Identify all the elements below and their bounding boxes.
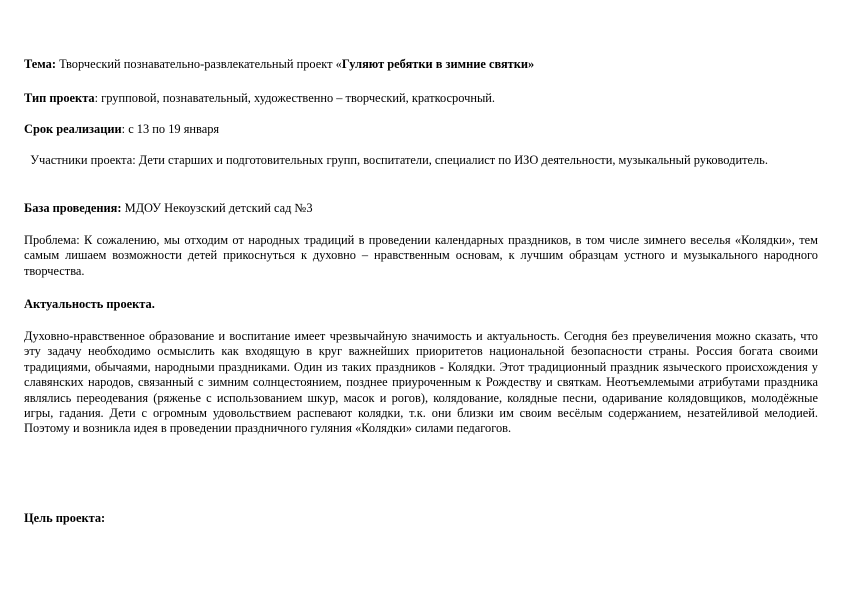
theme-label: Тема: (24, 57, 56, 71)
base-line (24, 201, 818, 216)
period-label: Срок реализации (24, 122, 122, 136)
project-title: Гуляют ребятки в зимние святки» (341, 57, 535, 71)
relevance-paragraph: Духовно-нравственное образование и воспитание имеет чрезвычайную значимость и актуальность. Сегодня без преувеличения можно сказать, что эту задачу необходимо осмыслить как входящую в круг важнейших приоритетов национальной безопасности страны. Россия богата своими традициями, обычаями, народными праздниками. Один из таких праздников - Колядки. Этот традиционный праздник языческого происхождения у славянских народов, связанный с зимним солнцестоянием, позднее приуроченным к Рождеству и святкам. Неотъемлемыми атрибутами праздника являлись переодевания (ряженье с использованием шкур, масок и рогов), колядование, колядные песни, одаривание колядовщиков, молодёжные игры, гадания. Дети с огромным удовольствием распевают колядки, т.к. они близки им своим весёлым содержанием, незатейливой мелодией. Поэтому и возникла идея в проведении праздничного гуляния «Колядки» силами педагогов. (24, 329, 818, 436)
problem-paragraph: Проблема: К сожалению, мы отходим от народных традиций в проведении календарных праздников, в том числе зимнего веселья «Колядки», тем самым лишаем возможности детей прикоснуться к духовно – нравственным основам, к лучшим образцам устного и музыкального народного творчества. (24, 233, 818, 278)
relevance-heading: Актуальность проекта. (24, 297, 155, 311)
theme-text: Творческий познавательно-развлекательный проект « (55, 57, 342, 71)
project-type-label: Тип проекта (24, 91, 95, 105)
period-line (24, 122, 818, 137)
base-label: База проведения: (24, 201, 122, 215)
project-type-text: : групповой, познавательный, художественно – творческий, краткосрочный. (94, 91, 496, 105)
theme-line (24, 57, 818, 72)
project-type-line (24, 91, 818, 106)
goal-heading: Цель проекта: (24, 511, 106, 525)
base-text: МДОУ Некоузский детский сад №3 (121, 201, 313, 215)
period-text: : с 13 по 19 января (121, 122, 220, 136)
participants-paragraph: Участники проекта: Дети старших и подготовительных групп, воспитатели, специалист по ИЗО деятельности, музыкальный руководитель. (24, 153, 768, 167)
